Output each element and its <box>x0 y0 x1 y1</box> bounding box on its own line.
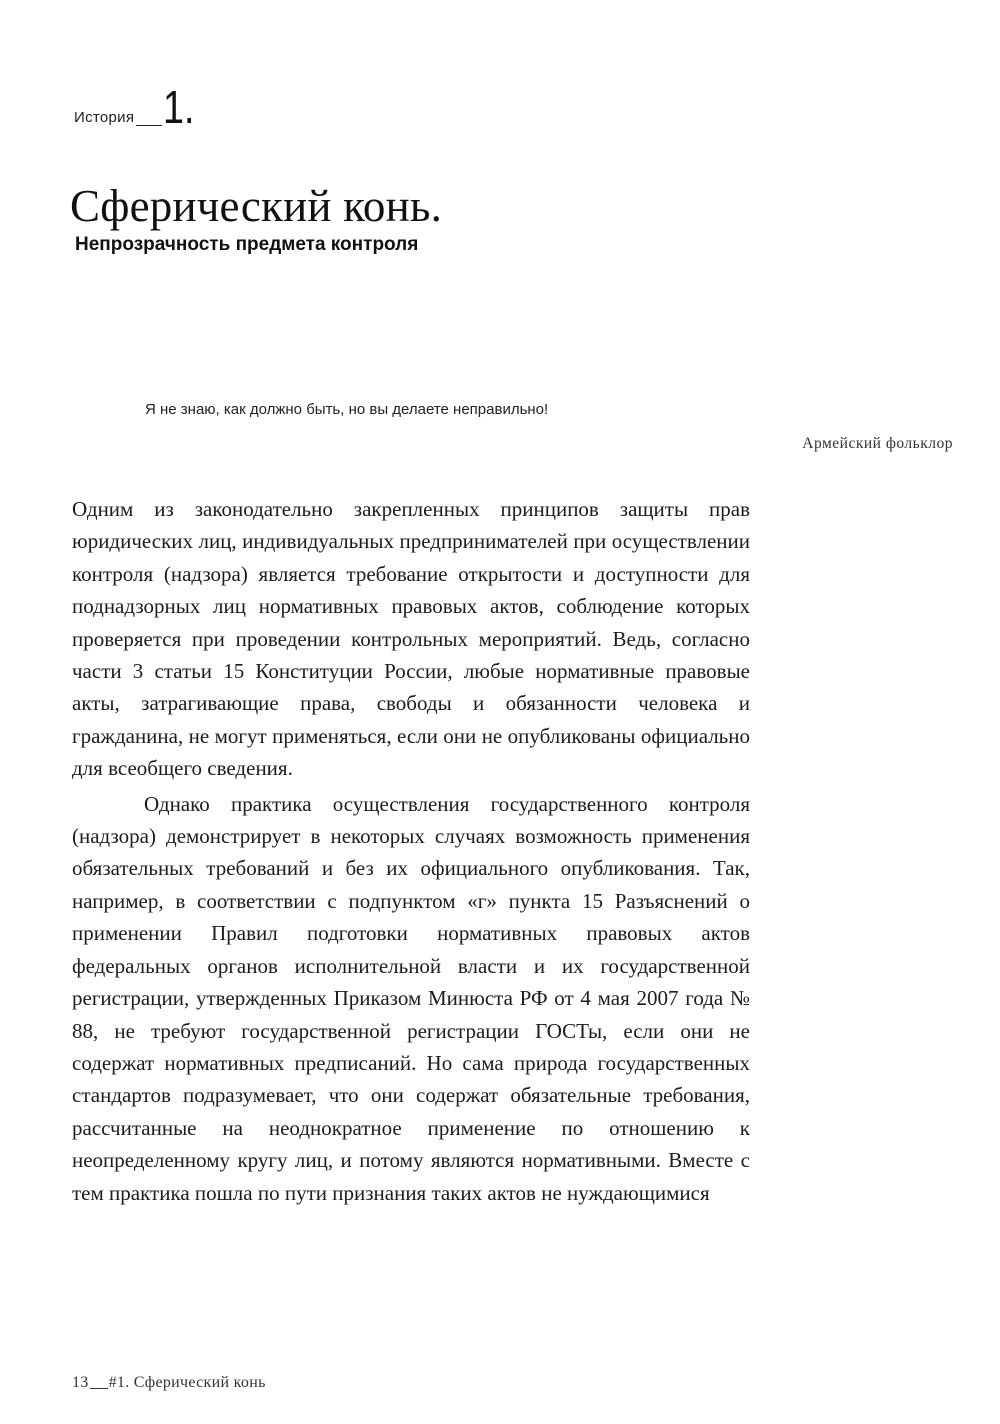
chapter-number: 1. <box>163 81 195 133</box>
chapter-label <box>74 81 202 133</box>
page-footer <box>72 1374 266 1392</box>
body-paragraph-2: Однако практика осуществления государственного контроля (надзора) демонстрирует в некоторых случаях возможность применения обязательных требований и без их официального опубликования. Так, например, в соответствии с подпунктом «г» пункта 15 Разъяснений о применении Правил подготовки нормативных правовых актов федеральных органов исполнительной власти и их государственной регистрации, утвержденных Приказом Минюста РФ от 4 мая 2007 года № 88, не требуют государственной регистрации ГОСТы, если они не содержат нормативных предписаний. Но сама природа государственных стандартов подразумевает, что они содержат обязательные требования, рассчитанные на неоднократное применение по отношению к неопределенному кругу лиц, и потому являются нормативными. Вместе с тем практика пошла по пути признания таких актов не нуждающимися <box>72 791 750 1205</box>
chapter-title: Сферический конь. <box>70 181 443 231</box>
chapter-rule-divider <box>136 125 162 126</box>
body-paragraph-1: Одним из законодательно закрепленных принципов защиты прав юридических лиц, индивидуальных предпринимателей при осуществлении контроля (надзора) является требование открытости и доступности для поднадзорных лиц нормативных правовых актов, соблюдение которых проверяется при проведении контрольных мероприятий. Ведь, согласно части 3 статьи 15 Конституции России, любые нормативные правовые акты, затрагивающие права, свободы и обязанности человека и гражданина, не могут применяться, если они не опубликованы официально для всеобщего сведения. <box>72 497 750 781</box>
chapter-subtitle: Непрозрачность предмета контроля <box>75 234 419 255</box>
epigraph-quote: Я не знаю, как должно быть, но вы делаете неправильно! <box>145 401 549 418</box>
page-number: 13 <box>72 1374 89 1391</box>
epigraph-source: Армейский фольклор <box>802 435 953 452</box>
body-text <box>72 493 750 1209</box>
chapter-word: История <box>74 109 135 126</box>
running-title: #1. Сферический конь <box>108 1374 266 1391</box>
footer-rule-divider <box>90 1388 108 1389</box>
